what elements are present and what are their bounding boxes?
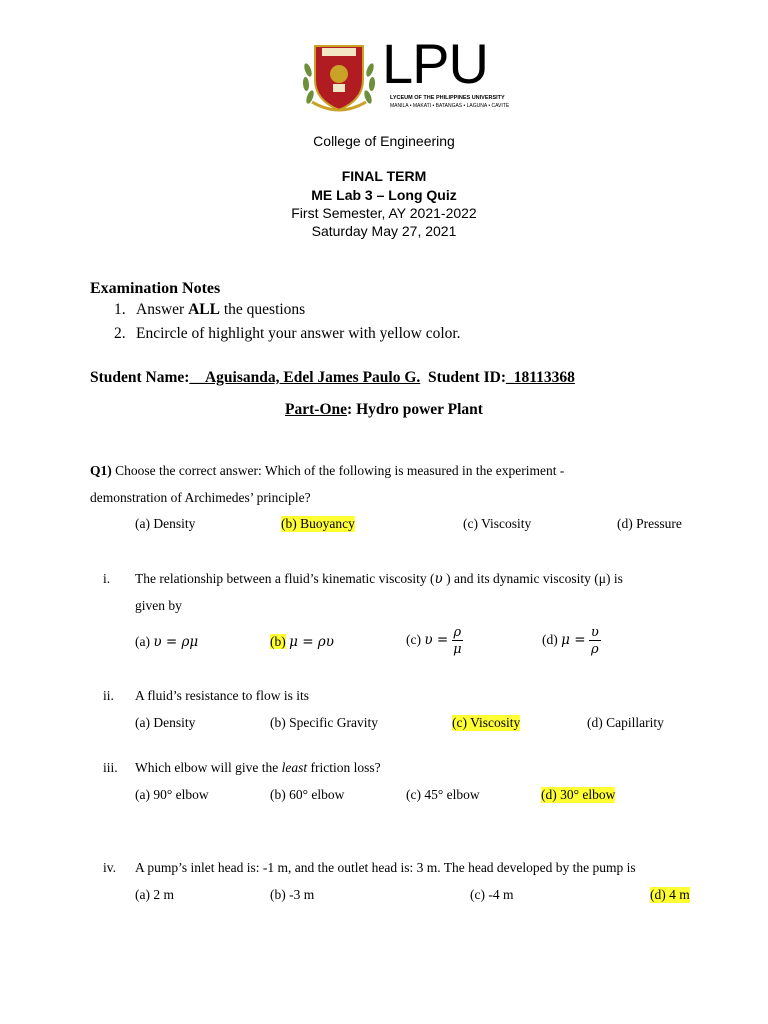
qiv-text: A pump’s inlet head is: -1 m, and the outlet head is: 3 m. The head developed by the pump is xyxy=(135,860,636,875)
qi-number: i. xyxy=(103,571,111,586)
logo-campuses: MANILA • MAKATI • BATANGAS • LAGUNA • CAVITE xyxy=(390,103,510,109)
qi-option-c[interactable]: (c) υ = $\frac{\rho}{\mu}$ xyxy=(406,625,462,657)
qi-text-cont: given by xyxy=(135,598,182,613)
logo-tagline: LYCEUM OF THE PHILIPPINES UNIVERSITY xyxy=(390,95,505,101)
university-logo xyxy=(300,32,510,115)
student-name-label: Student Name: xyxy=(90,369,190,386)
college-name: College of Engineering xyxy=(313,133,455,149)
qii-option-c-selected[interactable]: (c) Viscosity xyxy=(452,715,521,730)
qi-text: The relationship between a fluid’s kinematic viscosity (υ ) and its dynamic viscosity (μ) is xyxy=(135,571,623,587)
q1-option-c[interactable]: (c) Viscosity xyxy=(463,516,532,531)
semester: First Semester, AY 2021-2022 xyxy=(291,205,477,221)
student-name-value: __Aguisanda, Edel James Paulo G. xyxy=(189,369,421,386)
qiii-text: Which elbow will give the least friction loss? xyxy=(135,760,381,775)
qiii-option-d-selected[interactable]: (d) 30° elbow xyxy=(541,787,616,802)
qiv-number: iv. xyxy=(103,860,116,875)
q1-text-cont: demonstration of Archimedes’ principle? xyxy=(90,490,311,505)
note-item: 2. Encircle of highlight your answer with yellow color. xyxy=(114,325,461,342)
qi-option-a[interactable]: (a) υ = ρμ xyxy=(135,634,199,650)
qi-option-b-selected[interactable]: (b) μ = ρυ xyxy=(270,634,334,650)
qiv-option-b[interactable]: (b) -3 m xyxy=(270,887,315,902)
q1-option-b-selected[interactable]: (b) Buoyancy xyxy=(281,516,355,531)
qii-option-b[interactable]: (b) Specific Gravity xyxy=(270,715,378,730)
q1-option-a[interactable]: (a) Density xyxy=(135,516,196,531)
note-item: 1. Answer ALL the questions xyxy=(114,301,306,318)
qii-option-d[interactable]: (d) Capillarity xyxy=(587,715,664,730)
qiii-option-b[interactable]: (b) 60° elbow xyxy=(270,787,345,802)
exam-term: FINAL TERM xyxy=(341,168,427,184)
qiv-option-c[interactable]: (c) -4 m xyxy=(470,887,514,902)
qiii-number: iii. xyxy=(103,760,118,775)
student-id-value: _18113368 xyxy=(505,369,575,386)
notes-title: Examination Notes xyxy=(90,280,221,297)
student-info xyxy=(90,369,575,387)
qii-text: A fluid’s resistance to flow is its xyxy=(135,688,309,703)
qii-number: ii. xyxy=(103,688,114,703)
exam-date: Saturday May 27, 2021 xyxy=(311,223,457,239)
student-id-label: Student ID: xyxy=(428,369,506,386)
qi-option-d[interactable]: (d) μ = $\frac{\upsilon}{\rho}$ xyxy=(542,625,599,657)
part-heading: Part-One: Hydro power Plant xyxy=(285,401,483,418)
qiv-option-d-selected[interactable]: (d) 4 m xyxy=(650,887,690,902)
q1-text: Q1) Choose the correct answer: Which of the following is measured in the experiment - xyxy=(90,463,565,478)
q1-option-d[interactable]: (d) Pressure xyxy=(617,516,682,531)
qiv-option-a[interactable]: (a) 2 m xyxy=(135,887,174,902)
logo-wordmark: LPU xyxy=(382,32,488,95)
course-title: ME Lab 3 – Long Quiz xyxy=(311,187,457,203)
qiii-option-a[interactable]: (a) 90° elbow xyxy=(135,787,209,802)
qiii-option-c[interactable]: (c) 45° elbow xyxy=(406,787,480,802)
qii-option-a[interactable]: (a) Density xyxy=(135,715,196,730)
